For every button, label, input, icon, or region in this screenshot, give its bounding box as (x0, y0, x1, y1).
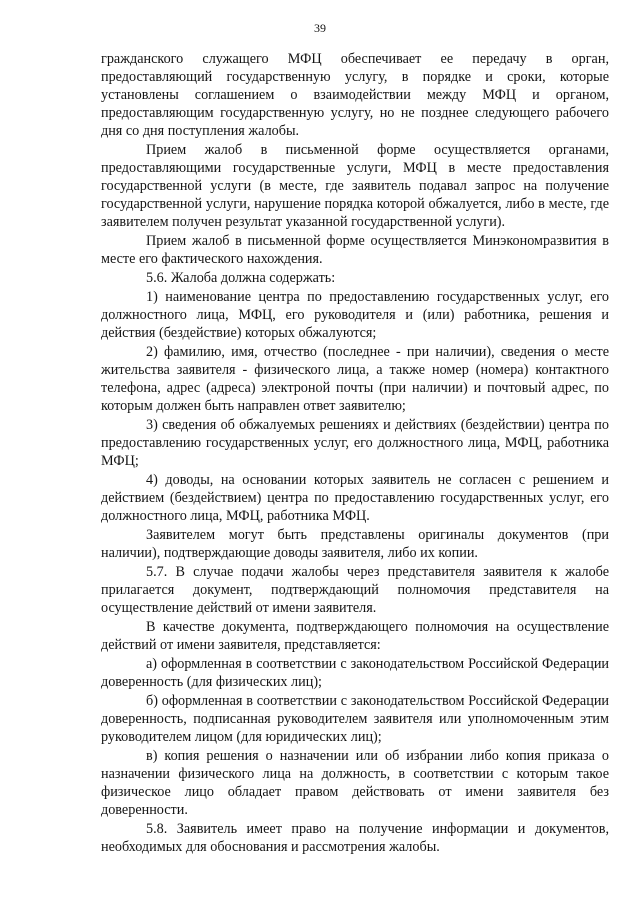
paragraph-15: 5.8. Заявитель имеет право на получение информации и документов, необходимых для обоснования и рассмотрения жалобы. (101, 821, 609, 855)
paragraph-3: Прием жалоб в письменной форме осуществляется Минэкономразвития в месте его фактического нахождения. (101, 233, 609, 267)
page-number: 39 (314, 21, 326, 35)
paragraph-1: гражданского служащего МФЦ обеспечивает ее передачу в орган, предоставляющий государственную услугу, в порядке и сроки, которые установлены соглашением о взаимодействии между МФЦ и органом, предоставляющим государственную услугу, но не позднее следующего рабочего дня со дня поступления жалобы. (101, 51, 609, 139)
paragraph-8: 4) доводы, на основании которых заявитель не согласен с решением и действием (бездействием) центра по предоставлению государственных услуг, его должностного лица, МФЦ, работника МФЦ. (101, 472, 609, 524)
paragraph-5: 1) наименование центра по предоставлению государственных услуг, его должностного лица, МФЦ, его руководителя и (или) работника, решения и действия (бездействие) которых обжалуются; (101, 289, 609, 341)
paragraph-4: 5.6. Жалоба должна содержать: (146, 270, 336, 286)
paragraph-9: Заявителем могут быть представлены оригиналы документов (при наличии), подтверждающие доводы заявителя, либо их копии. (101, 527, 609, 561)
paragraph-11: В качестве документа, подтверждающего полномочия на осуществление действий от имени заявителя, представляется: (101, 619, 609, 653)
paragraph-2: Прием жалоб в письменной форме осуществляется органами, предоставляющими государственные услуги, МФЦ в месте предоставления государственной услуги (в месте, где заявитель подавал запрос на получение государственной услуги, нарушение порядка которой обжалуется, либо в месте, где заявителем получен результат указанной государственной услуги). (101, 142, 609, 230)
paragraph-6: 2) фамилию, имя, отчество (последнее - при наличии), сведения о месте жительства заявителя - физического лица, а также номер (номера) контактного телефона, адрес (адреса) электроной почты (при наличии) и почтовый адрес, по которым должен быть направлен ответ заявителю; (101, 344, 609, 414)
paragraph-10: 5.7. В случае подачи жалобы через представителя заявителя к жалобе прилагается документ, подтверждающий полномочия представителя на осуществление действий от имени заявителя. (101, 564, 609, 616)
paragraph-12: а) оформленная в соответствии с законодательством Российской Федерации доверенность (для физических лиц); (101, 656, 609, 690)
paragraph-14: в) копия решения о назначении или об избрании либо копия приказа о назначении физического лица на должность, в соответствии с которым такое физическое лицо обладает правом действовать от имени заявителя без доверенности. (101, 748, 609, 818)
document-body (101, 50, 609, 857)
paragraph-13: б) оформленная в соответствии с законодательством Российской Федерации доверенность, подписанная руководителем заявителя или уполномоченным этим руководителем лицом (для юридических лиц); (101, 693, 609, 745)
paragraph-7: 3) сведения об обжалуемых решениях и действиях (бездействии) центра по предоставлению государственных услуг, его должностного лица, МФЦ, работника МФЦ; (101, 417, 609, 469)
